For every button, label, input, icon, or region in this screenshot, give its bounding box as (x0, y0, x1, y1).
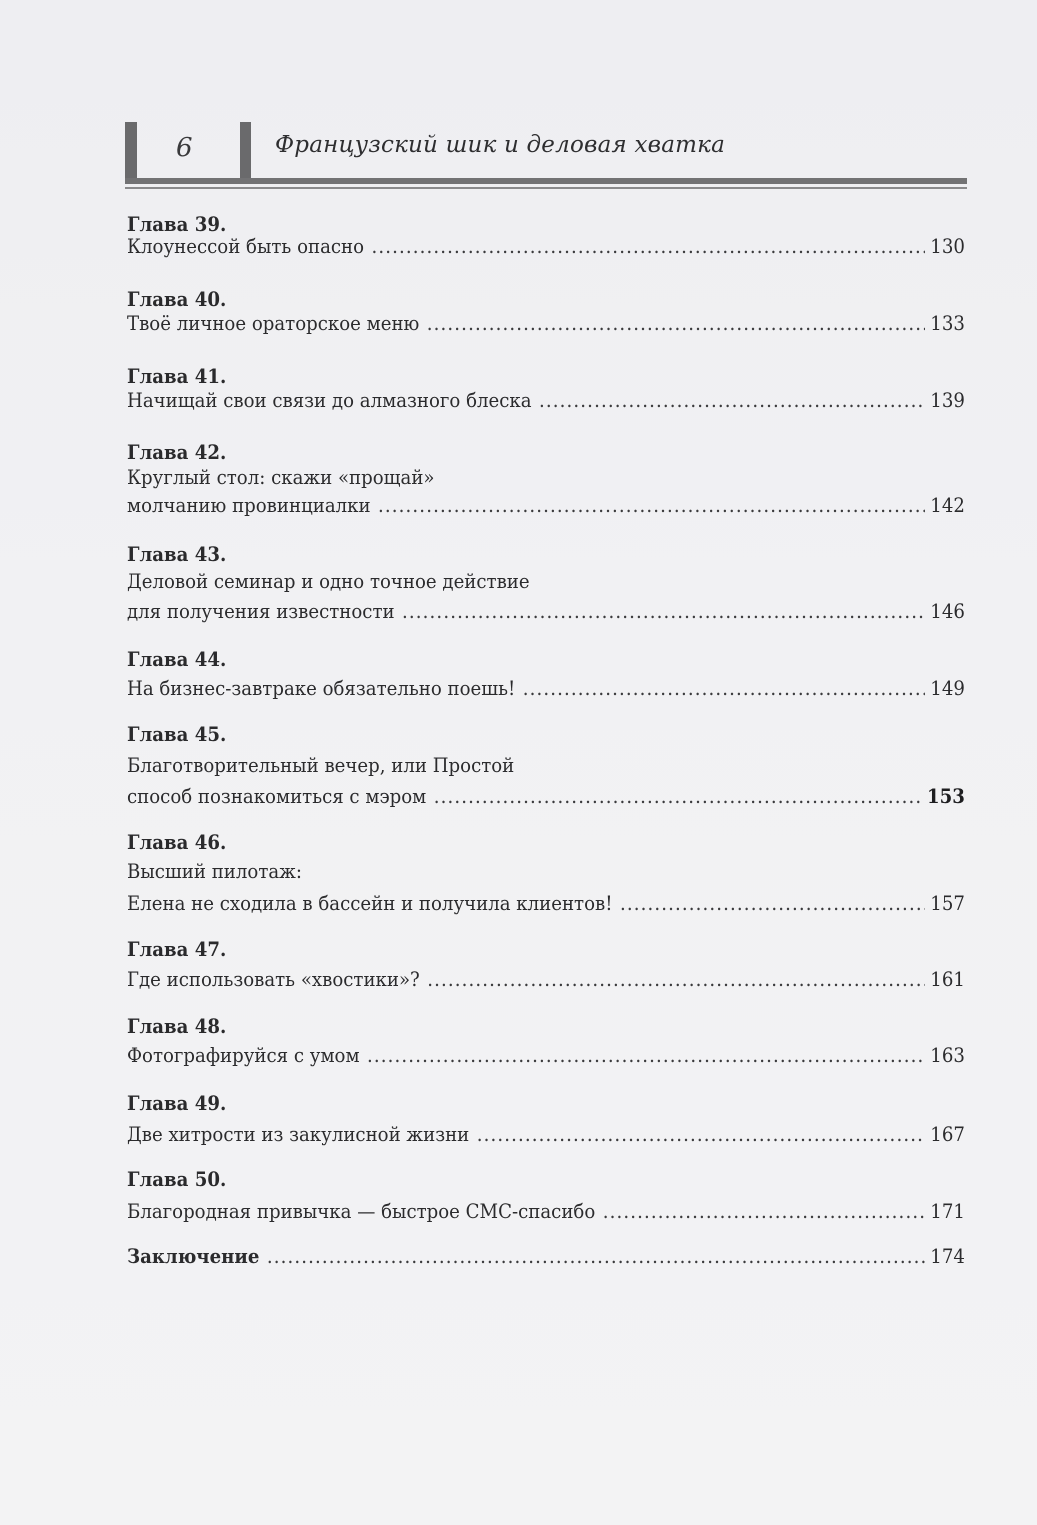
page-number: 6 (176, 133, 193, 163)
chapter-label-39: Глава 39. (127, 213, 227, 236)
dot-leader (434, 782, 922, 812)
entry-title: Твоё личное ораторское меню (127, 312, 420, 335)
header-mid-bar (240, 122, 251, 184)
page-ref: 157 (930, 892, 965, 915)
toc-entry-50[interactable] (127, 1197, 965, 1227)
entry-title: Две хитрости из закулисной жизни (127, 1123, 470, 1146)
dot-leader (427, 965, 924, 995)
chapter-label-44: Глава 44. (127, 648, 227, 671)
dot-leader (371, 232, 924, 262)
chapter-label-45: Глава 45. (127, 723, 227, 746)
entry-title: для получения известности (127, 600, 395, 623)
page-ref: 146 (930, 600, 965, 623)
entry-title-line-1: Благотворительный вечер, или Простой (127, 754, 515, 777)
toc-entry-47[interactable] (127, 965, 965, 995)
dot-leader (620, 889, 925, 919)
chapter-label-50: Глава 50. (127, 1168, 227, 1191)
page-ref: 163 (930, 1044, 965, 1067)
dot-leader (267, 1242, 925, 1272)
page-ref: 149 (930, 677, 965, 700)
chapter-label-48: Глава 48. (127, 1015, 227, 1038)
entry-title: Где использовать «хвостики»? (127, 968, 420, 991)
chapter-label-43: Глава 43. (127, 543, 227, 566)
header-left-bar (125, 122, 137, 184)
entry-title: Начищай свои связи до алмазного блеска (127, 389, 532, 412)
header-rule-thick (125, 178, 967, 184)
chapter-label-40: Глава 40. (127, 288, 227, 311)
entry-title: Елена не сходила в бассейн и получила клиентов! (127, 892, 613, 915)
page-ref: 171 (930, 1200, 965, 1223)
toc-entry-40[interactable] (127, 309, 965, 339)
dot-leader (378, 491, 925, 521)
entry-title-line-1: Высший пилотаж: (127, 860, 302, 883)
page-ref: 142 (930, 494, 965, 517)
chapter-label-42: Глава 42. (127, 441, 227, 464)
chapter-label-47: Глава 47. (127, 938, 227, 961)
entry-title: Благородная привычка — быстрое СМС-спасибо (127, 1200, 596, 1223)
entry-title: молчанию провинциалки (127, 494, 371, 517)
entry-title-line-1: Круглый стол: скажи «прощай» (127, 466, 435, 489)
page-ref: 167 (930, 1123, 965, 1146)
toc-entry-44[interactable] (127, 674, 965, 704)
dot-leader (367, 1041, 925, 1071)
dot-leader (427, 309, 925, 339)
entry-title: Клоунессой быть опасно (127, 235, 365, 258)
dot-leader (523, 674, 925, 704)
page-ref: 161 (930, 968, 965, 991)
chapter-label-41: Глава 41. (127, 365, 227, 388)
dot-leader (603, 1197, 925, 1227)
toc-entry-49[interactable] (127, 1120, 965, 1150)
page-ref: 153 (927, 785, 965, 808)
page-ref: 130 (930, 235, 965, 258)
entry-title: Фотографируйся с умом (127, 1044, 360, 1067)
toc-entry-45[interactable] (127, 782, 965, 812)
chapter-label-49: Глава 49. (127, 1092, 227, 1115)
running-title: Французский шик и деловая хватка (275, 132, 725, 158)
dot-leader (539, 386, 925, 416)
toc-entry-conclusion[interactable] (127, 1242, 965, 1272)
toc-entry-41[interactable] (127, 386, 965, 416)
page-ref: 174 (930, 1245, 965, 1268)
page-ref: 139 (930, 389, 965, 412)
dot-leader (402, 597, 925, 627)
entry-title: Заключение (127, 1245, 260, 1268)
page-ref: 133 (930, 312, 965, 335)
toc-entry-43[interactable] (127, 597, 965, 627)
toc-entry-39[interactable] (127, 232, 965, 262)
toc-entry-42[interactable] (127, 491, 965, 521)
header-rule-thin (125, 187, 967, 189)
toc-entry-48[interactable] (127, 1041, 965, 1071)
toc-entry-46[interactable] (127, 889, 965, 919)
entry-title: На бизнес-завтраке обязательно поешь! (127, 677, 516, 700)
dot-leader (477, 1120, 925, 1150)
entry-title: способ познакомиться с мэром (127, 785, 427, 808)
entry-title-line-1: Деловой семинар и одно точное действие (127, 570, 530, 593)
chapter-label-46: Глава 46. (127, 831, 227, 854)
